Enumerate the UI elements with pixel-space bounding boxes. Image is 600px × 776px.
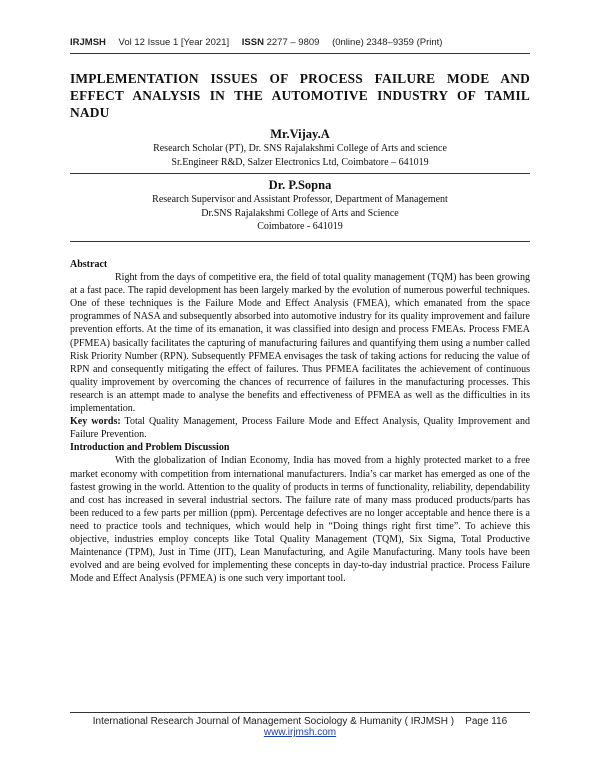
author-affiliation: Dr.SNS Rajalakshmi College of Arts and Science xyxy=(201,207,399,219)
author-1 xyxy=(70,126,530,169)
author-affiliation: Research Scholar (PT), Dr. SNS Rajalakshmi College of Arts and science xyxy=(153,143,447,154)
header-rule xyxy=(70,53,530,54)
intro-heading: Introduction and Problem Discussion xyxy=(70,442,230,454)
journal-volume: Vol 12 Issue 1 [Year 2021] xyxy=(118,37,230,48)
keywords-list: Total Quality Management, Process Failure Mode and Effect Analysis, Quality Improvement and Failure Prevention. xyxy=(70,416,530,441)
issn: ISSN 2277 – 9809 xyxy=(241,37,320,48)
journal-url-link[interactable]: www.irjmsh.com xyxy=(263,727,337,738)
keywords xyxy=(70,415,530,441)
running-header xyxy=(70,37,530,48)
abstract-heading: Abstract xyxy=(70,259,108,270)
page-number: Page 116 xyxy=(465,716,508,727)
author-affiliation: Coimbatore - 641019 xyxy=(257,221,343,232)
author-divider xyxy=(70,173,530,174)
abstract-text: Right from the days of competitive era, the field of total quality management (TQM) has been growing at a fast pace. The rapid development has been largely marked by the evolution of numerous powerful techniques. One of these techniques is the Failure Mode and Effect Analysis (FMEA), which emanated from the space programmes of NASA and subsequently absorbed into automotive industry for its quality improvement and failure prevention efforts. At the time of its emanation, it was classified into design and process FMEAs. Process FMEA (PFMEA) basically facilitates the capturing of manufacturing failures and quantifying them using a number called Risk Priority Number (RPN). Subsequently PFMEA envisages the task of taking actions for reducing the value of RPN and consequently mitigating the effect of failures. Thus PFMEA facilitates the achievement of continuous quality improvement by overcoming the chances of recurrence of failures in the manufacturing processes. This research is an attempt made to analyse the benefits and effectiveness of PFMEA as well as the difficulties in its implementation. xyxy=(70,272,530,415)
author-affiliation: Research Supervisor and Assistant Professor, Department of Management xyxy=(152,194,448,205)
author-divider xyxy=(70,241,530,242)
paper-title: IMPLEMENTATION ISSUES OF PROCESS FAILURE MODE AND EFFECT ANALYSIS IN THE AUTOMOTIVE INDUSTRY OF TAMIL NADU xyxy=(70,71,530,120)
author-2 xyxy=(70,177,530,234)
abstract-section xyxy=(70,258,530,585)
keywords-label: Key words: xyxy=(70,416,121,428)
journal-abbrev: IRJMSH xyxy=(70,37,106,48)
footer-rule xyxy=(70,712,530,713)
page-footer xyxy=(70,716,530,738)
issn-online-print: (0nline) 2348–9359 (Print) xyxy=(332,37,443,48)
author-name: Mr.Vijay.A xyxy=(270,127,330,141)
author-affiliation: Sr.Engineer R&D, Salzer Electronics Ltd, Coimbatore – 641019 xyxy=(171,156,429,168)
intro-text: With the globalization of Indian Economy, India has moved from a highly protected market to a free market economy with competition from international manufacturers. India’s car market has emerged as one of the fastest growing in the world. Attention to the quality of products in terms of functionality, reliability, dependability and cost has increased in several industrial sectors. The failure rate of many mass produced products/parts has been reduced to a few parts per million (ppm). Percentage defectives are no longer acceptable and hence there is a need to practice tools and techniques, which would help in “Doing things right first time”. To achieve this objective, industries employ concepts like Total Quality Management (TQM), Six Sigma, Total Productive Maintenance (TPM), Just in Time (JIT), Lean Manufacturing, and Agile Manufacturing. Many tools have been evolved and are being evolved for implementing these concepts in day-to-day industrial practice. Process Failure Mode and Effect Analysis (PFMEA) is one such very important tool. xyxy=(70,455,530,585)
author-name: Dr. P.Sopna xyxy=(268,178,332,192)
footer-journal: International Research Journal of Management Sociology & Humanity ( IRJMSH ) xyxy=(92,716,455,727)
